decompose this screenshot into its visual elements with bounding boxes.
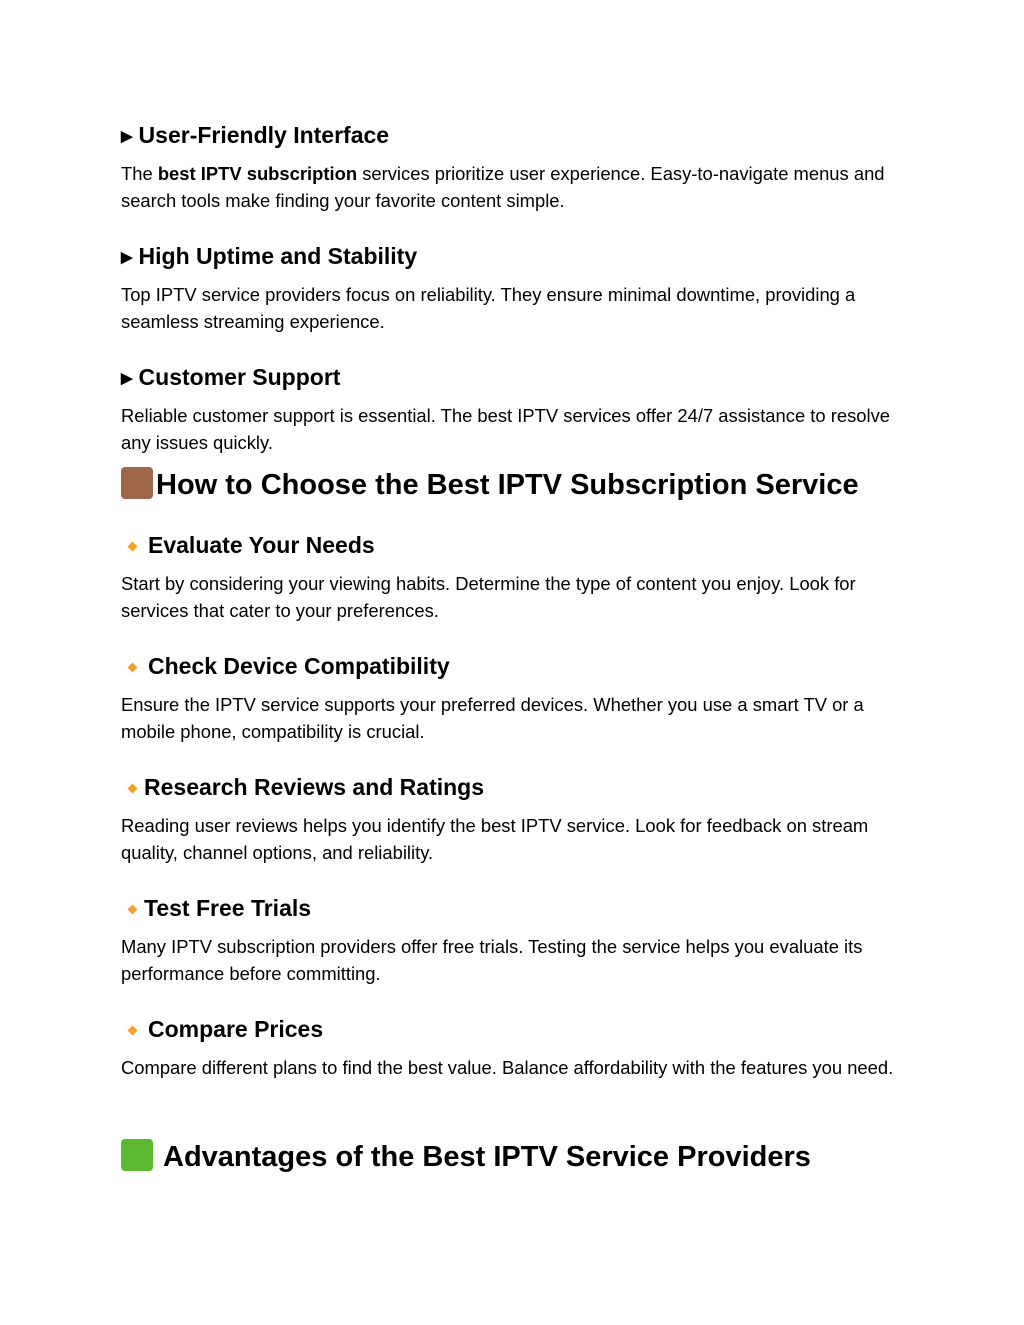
paragraph-free-trials: Many IPTV subscription providers offer free trials. Testing the service helps you evaluate its performance before committing.	[121, 936, 863, 984]
orange-diamond-icon	[128, 784, 138, 794]
orange-diamond-icon	[128, 542, 138, 552]
brown-square-icon	[121, 467, 153, 499]
triangle-right-icon: ▶	[121, 370, 133, 387]
heading-compare-prices: Compare Prices	[121, 1015, 323, 1043]
heading-user-friendly-interface: ▶ User-Friendly Interface	[121, 121, 389, 153]
orange-diamond-icon	[128, 905, 138, 915]
triangle-right-icon: ▶	[121, 128, 133, 145]
heading-advantages: Advantages of the Best IPTV Service Providers	[121, 1139, 811, 1174]
heading-evaluate-needs: Evaluate Your Needs	[121, 531, 375, 559]
paragraph-high-uptime: Top IPTV service providers focus on reliability. They ensure minimal downtime, providing a seamless streaming experience.	[121, 284, 856, 332]
paragraph-user-friendly-interface: The best IPTV subscription services prioritize user experience. Easy-to-navigate menus and search tools make finding your favorite content simple.	[121, 163, 885, 211]
paragraph-evaluate-needs: Start by considering your viewing habits. Determine the type of content you enjoy. Look for services that cater to your preferences.	[121, 573, 856, 621]
orange-diamond-icon	[128, 663, 138, 673]
paragraph-customer-support: Reliable customer support is essential. The best IPTV services offer 24/7 assistance to resolve any issues quickly.	[121, 405, 891, 453]
heading-device-compatibility: Check Device Compatibility	[121, 652, 450, 680]
paragraph-device-compatibility: Ensure the IPTV service supports your preferred devices. Whether you use a smart TV or a mobile phone, compatibility is crucial.	[121, 694, 864, 742]
paragraph-research-reviews: Reading user reviews helps you identify the best IPTV service. Look for feedback on stream quality, channel options, and reliability.	[121, 815, 869, 863]
heading-high-uptime: ▶ High Uptime and Stability	[121, 242, 417, 274]
triangle-right-icon: ▶	[121, 249, 133, 266]
paragraph-compare-prices: Compare different plans to find the best value. Balance affordability with the features you need.	[121, 1057, 894, 1078]
heading-customer-support: ▶ Customer Support	[121, 363, 340, 395]
heading-free-trials: Test Free Trials	[121, 894, 311, 922]
orange-diamond-icon	[128, 1026, 138, 1036]
green-square-icon	[121, 1139, 153, 1171]
heading-how-to-choose: How to Choose the Best IPTV Subscription Service	[121, 467, 859, 502]
heading-research-reviews: Research Reviews and Ratings	[121, 773, 484, 801]
